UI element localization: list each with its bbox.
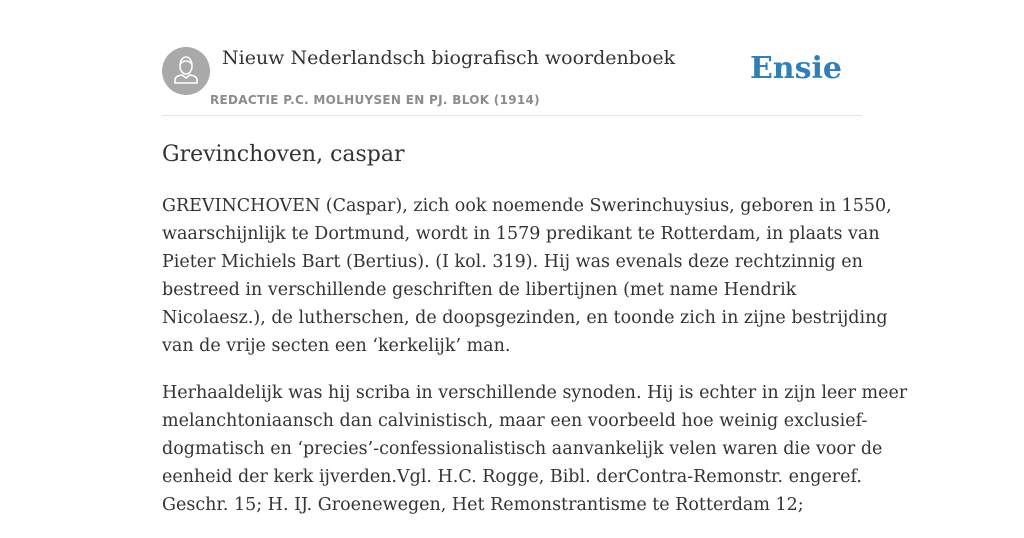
- paragraph-line: van de vrije secten een ‘kerkelijk’ man.: [162, 336, 511, 356]
- entry-paragraph: [162, 192, 892, 360]
- entry-body: [162, 192, 908, 538]
- paragraph-line: Nicolaesz.), de lutherschen, de doopsgezinden, en toonde zich in zijne bestrijding: [162, 308, 888, 328]
- book-header: [162, 0, 862, 116]
- paragraph-line: Herhaaldelijk was hij scriba in verschillende synoden. Hij is echter in zijn leer meer: [162, 383, 908, 403]
- entry-paragraph: [162, 379, 908, 519]
- paragraph-line: Geschr. 15; H. IJ. Groenewegen, Het Remonstrantisme te Rotterdam 12;: [162, 495, 804, 515]
- entry-title: Grevinchoven, caspar: [162, 142, 405, 167]
- paragraph-line: bestreed in verschillende geschriften de libertijnen (met name Hendrik: [162, 280, 797, 300]
- paragraph-line: GREVINCHOVEN (Caspar), zich ook noemende Swerinchuysius, geboren in 1550,: [162, 196, 892, 216]
- book-title[interactable]: Nieuw Nederlandsch biografisch woordenboek: [222, 47, 676, 69]
- book-subtitle: REDACTIE P.C. MOLHUYSEN EN PJ. BLOK (1914): [210, 93, 540, 107]
- page: [162, 0, 908, 515]
- paragraph-line: eenheid der kerk ijverden.Vgl. H.C. Rogge, Bibl. derContra-Remonstr. engeref.: [162, 467, 862, 487]
- paragraph-line: Pieter Michiels Bart (Bertius). (I kol. 319). Hij was evenals deze rechtzinnig en: [162, 252, 863, 272]
- paragraph-line: dogmatisch en ‘precies’-confessionalistisch aanvankelijk velen waren die voor de: [162, 439, 883, 459]
- user-silhouette-icon: [162, 47, 210, 95]
- ensie-logo-link[interactable]: Ensie: [749, 51, 842, 86]
- paragraph-line: melanchtoniaansch dan calvinistisch, maar een voorbeeld hoe weinig exclusief-: [162, 411, 868, 431]
- paragraph-line: waarschijnlijk te Dortmund, wordt in 1579 predikant te Rotterdam, in plaats van: [162, 224, 880, 244]
